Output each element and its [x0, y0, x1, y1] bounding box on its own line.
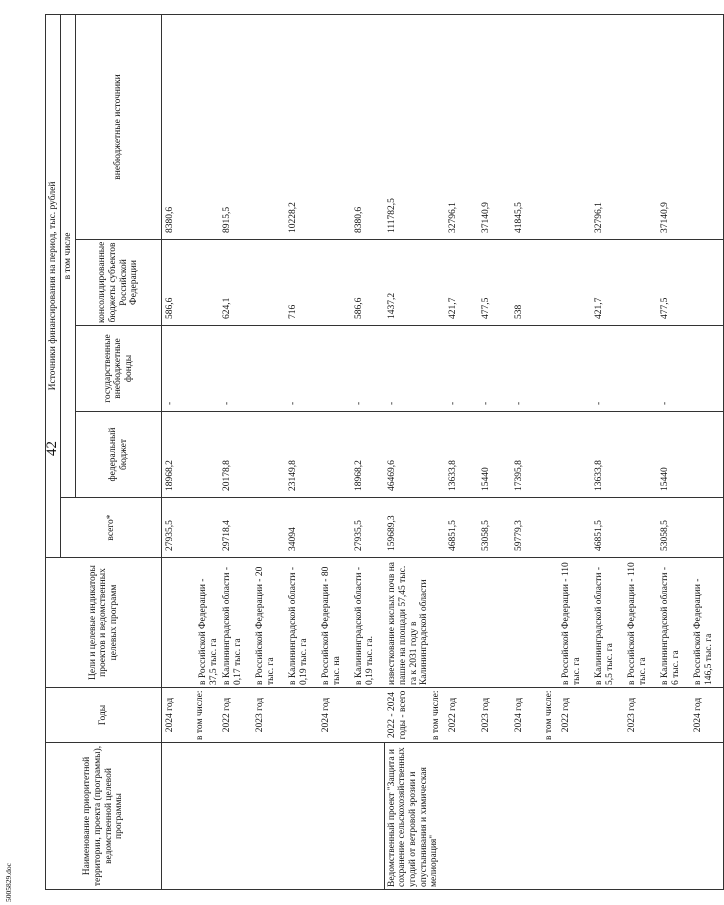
amount-cell-state: - [511, 326, 544, 412]
goal-cell: в Калининградской области - 5,5 тыс. га [591, 558, 624, 688]
amount-cell-state [318, 326, 351, 412]
year-cell: 2022 - 2024 годы - всего [384, 688, 431, 743]
goal-cell [478, 558, 511, 688]
amount-cell-state: - [351, 326, 384, 412]
amount-cell-extra [195, 14, 219, 239]
goal-cell: в Российской Федерации - 146,5 тыс. га [690, 558, 724, 688]
file-label: 5005829.doc [4, 863, 13, 902]
year-cell: 2023 год [252, 688, 285, 743]
amount-cell-total [195, 498, 219, 558]
amount-cell-extra [690, 14, 724, 239]
amount-cell-consolidated: 477,5 [657, 240, 690, 326]
amount-cell-total [558, 498, 591, 558]
header-name: Наименование приоритетной территории, проекта (программы), ведомственной целевой программы [46, 743, 162, 890]
goal-cell: в Калининградской области - 0,19 тыс. га. [351, 558, 384, 688]
amount-cell-total [252, 498, 285, 558]
amount-cell-consolidated: 586,6 [351, 240, 384, 326]
goal-cell: в Калининградской области - 0,19 тыс. га [285, 558, 318, 688]
amount-cell-consolidated [252, 240, 285, 326]
amount-cell-state [558, 326, 591, 412]
header-sources: Источники финансирования на период, тыс. рублей [46, 14, 61, 557]
year-cell [285, 688, 318, 743]
amount-cell-total: 53058,5 [657, 498, 690, 558]
amount-cell-extra: 37140,9 [478, 14, 511, 239]
amount-cell-state [252, 326, 285, 412]
amount-cell-federal [544, 412, 558, 498]
year-cell: в том числе: [544, 688, 558, 743]
amount-cell-extra [252, 14, 285, 239]
amount-cell-federal: 15440 [657, 412, 690, 498]
goal-cell: известкование кислых почв на пашне на площади 57,45 тыс. га к 2031 году в Калининградской области [384, 558, 431, 688]
rotated-table-sheet [45, 15, 714, 890]
year-cell [351, 688, 384, 743]
amount-cell-extra [544, 14, 558, 239]
amount-cell-consolidated: 716 [285, 240, 318, 326]
goal-cell: в Российской Федерации - 110 тыс. га [558, 558, 591, 688]
amount-cell-state: - [657, 326, 690, 412]
amount-cell-consolidated [624, 240, 657, 326]
amount-cell-extra: 8380,6 [162, 14, 196, 239]
year-cell: 2024 год [690, 688, 724, 743]
amount-cell-state [195, 326, 219, 412]
amount-cell-consolidated: 624,1 [219, 240, 252, 326]
amount-cell-state: - [384, 326, 431, 412]
amount-cell-extra: 8915,5 [219, 14, 252, 239]
table-row [384, 14, 431, 889]
amount-cell-state [624, 326, 657, 412]
goal-cell [511, 558, 544, 688]
header-total: всего* [61, 498, 162, 558]
amount-cell-federal: 17395,8 [511, 412, 544, 498]
goal-cell: в Российской Федерации - 20 тыс. га [252, 558, 285, 688]
amount-cell-state [544, 326, 558, 412]
year-cell: 2023 год [478, 688, 511, 743]
amount-cell-federal: 18968,2 [162, 412, 196, 498]
amount-cell-total: 53058,5 [478, 498, 511, 558]
amount-cell-extra: 32796,1 [591, 14, 624, 239]
amount-cell-federal [690, 412, 724, 498]
amount-cell-total: 46851,5 [445, 498, 478, 558]
amount-cell-federal [195, 412, 219, 498]
amount-cell-federal: 18968,2 [351, 412, 384, 498]
year-cell [591, 688, 624, 743]
amount-cell-consolidated: 421,7 [445, 240, 478, 326]
amount-cell-total: 159689,3 [384, 498, 431, 558]
header-goals: Цели и целевые индикаторы проектов и ведомственных целевых программ [46, 558, 162, 688]
amount-cell-total: 59779,3 [511, 498, 544, 558]
amount-cell-consolidated: 421,7 [591, 240, 624, 326]
year-cell: 2022 год [219, 688, 252, 743]
year-cell: 2024 год [318, 688, 351, 743]
year-cell: 2022 год [445, 688, 478, 743]
amount-cell-extra [431, 14, 445, 239]
amount-cell-state: - [285, 326, 318, 412]
goal-cell: в Российской Федерации - 110 тыс. га [624, 558, 657, 688]
amount-cell-state: - [591, 326, 624, 412]
amount-cell-state: - [162, 326, 196, 412]
amount-cell-total: 34094 [285, 498, 318, 558]
amount-cell-state: - [478, 326, 511, 412]
year-cell: 2024 год [162, 688, 196, 743]
amount-cell-total [624, 498, 657, 558]
amount-cell-total: 27935,5 [351, 498, 384, 558]
goal-cell [162, 558, 196, 688]
goal-cell [544, 558, 558, 688]
amount-cell-total [690, 498, 724, 558]
header-including: в том числе [61, 14, 76, 497]
amount-cell-state [690, 326, 724, 412]
amount-cell-total: 27935,5 [162, 498, 196, 558]
table-row [162, 14, 196, 889]
amount-cell-federal [252, 412, 285, 498]
year-cell [657, 688, 690, 743]
amount-cell-state: - [219, 326, 252, 412]
amount-cell-federal: 46469,6 [384, 412, 431, 498]
year-cell: в том числе: [431, 688, 445, 743]
amount-cell-consolidated: 477,5 [478, 240, 511, 326]
header-extrabudgetary: внебюджетные источники [76, 14, 162, 239]
financing-table [45, 14, 724, 890]
amount-cell-federal: 13633,8 [445, 412, 478, 498]
amount-cell-total: 46851,5 [591, 498, 624, 558]
amount-cell-extra: 111782,5 [384, 14, 431, 239]
amount-cell-consolidated: 1437,2 [384, 240, 431, 326]
goal-cell: в Российской Федерации - 80 тыс. на [318, 558, 351, 688]
amount-cell-consolidated [195, 240, 219, 326]
amount-cell-extra: 10228,2 [285, 14, 318, 239]
section-name-cell [162, 743, 385, 890]
year-cell: 2022 год [558, 688, 591, 743]
amount-cell-consolidated: 586,6 [162, 240, 196, 326]
header-years: Годы [46, 688, 162, 743]
amount-cell-extra: 37140,9 [657, 14, 690, 239]
amount-cell-total [544, 498, 558, 558]
amount-cell-extra [558, 14, 591, 239]
amount-cell-federal [624, 412, 657, 498]
amount-cell-consolidated [544, 240, 558, 326]
amount-cell-state: - [445, 326, 478, 412]
year-cell: 2023 год [624, 688, 657, 743]
amount-cell-federal: 15440 [478, 412, 511, 498]
amount-cell-consolidated [318, 240, 351, 326]
year-cell: 2024 год [511, 688, 544, 743]
goal-cell: в Калининградской области - 6 тыс. га [657, 558, 690, 688]
amount-cell-federal [558, 412, 591, 498]
amount-cell-federal [431, 412, 445, 498]
amount-cell-consolidated [431, 240, 445, 326]
section-name-cell: Ведомственный проект "Защита и сохранение сельскохозяйственных угодий от ветровой эрозии и опустынивания и химическая мелиорация" [384, 743, 724, 890]
year-cell: в том числе: [195, 688, 219, 743]
amount-cell-extra: 32796,1 [445, 14, 478, 239]
goal-cell [445, 558, 478, 688]
amount-cell-federal: 23149,8 [285, 412, 318, 498]
amount-cell-federal: 13633,8 [591, 412, 624, 498]
amount-cell-consolidated [690, 240, 724, 326]
amount-cell-state [431, 326, 445, 412]
header-state-funds: государственные внебюджетные фонды [76, 326, 162, 412]
amount-cell-extra [624, 14, 657, 239]
goal-cell [431, 558, 445, 688]
amount-cell-consolidated: 538 [511, 240, 544, 326]
amount-cell-federal: 20178,8 [219, 412, 252, 498]
amount-cell-federal [318, 412, 351, 498]
amount-cell-total: 29718,4 [219, 498, 252, 558]
header-consolidated: консолидированные бюджеты субъектов Российской Федерации [76, 240, 162, 326]
amount-cell-extra [318, 14, 351, 239]
amount-cell-extra: 8380,6 [351, 14, 384, 239]
page-number: 42 [43, 441, 60, 456]
amount-cell-extra: 41845,5 [511, 14, 544, 239]
header-federal: федеральный бюджет [76, 412, 162, 498]
goal-cell: в Калининградской области - 0,17 тыс. га [219, 558, 252, 688]
amount-cell-consolidated [558, 240, 591, 326]
amount-cell-total [431, 498, 445, 558]
amount-cell-total [318, 498, 351, 558]
goal-cell: в Российской Федерации - 37,5 тыс. га [195, 558, 219, 688]
